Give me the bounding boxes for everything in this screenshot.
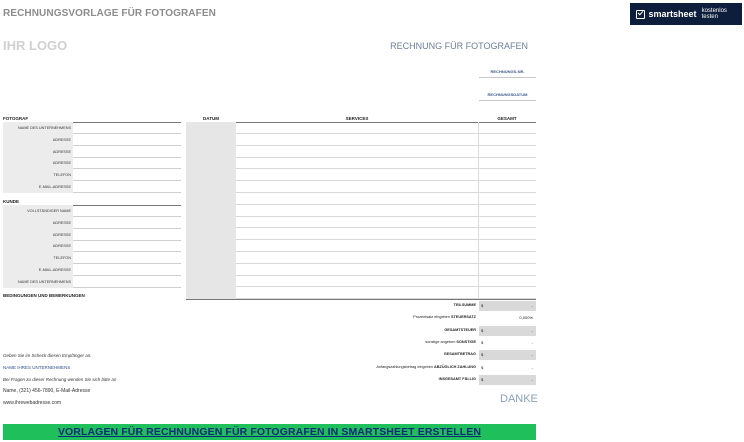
customer-field-label: NAME DES UNTERNEHMENS [3,276,73,288]
column-separator [478,216,479,228]
total-label-prefix: sonstige angeben [425,339,457,344]
cheque-payee-note: Geben Sie im Scheck diesen Empfänger an: [3,353,92,358]
column-separator [478,193,479,205]
photographer-field-label: NAME DES UNTERNEHMENS [3,122,73,134]
customer-field-label: E-MAIL-ADRESSE [3,264,73,276]
brand-name: smartsheet [648,9,697,19]
thanks-text: DANKE [500,393,538,405]
photographer-field-label: ADRESSE [3,134,73,146]
date-cell[interactable] [186,252,236,264]
total-value-cell[interactable] [479,363,536,373]
total-value-cell[interactable] [479,350,536,360]
table-row[interactable] [186,122,536,134]
date-cell[interactable] [186,228,236,240]
currency-symbol: $ [481,303,484,308]
customer-field-label: TELEFON [3,252,73,264]
customer-field-row[interactable] [3,217,181,229]
invoice-date-field[interactable]: RECHNUNGSDATUM [479,89,536,101]
customer-field-label: ADRESSE [3,217,73,229]
total-label-text: STEUERSATZ [450,315,476,320]
column-separator [478,122,479,134]
logo-placeholder: IHR LOGO [3,38,68,53]
invoice-number-field[interactable]: RECHNUNGS-NR. [479,66,536,78]
column-separator [478,240,479,252]
column-header-services: SERVICES [345,116,369,121]
date-cell[interactable] [186,146,236,158]
create-template-link[interactable]: VORLAGEN FÜR RECHNUNGEN FÜR FOTOGRAFEN IN SMARTSHEET ERSTELLEN [57,426,482,438]
total-amount: 0,000% [519,315,533,321]
total-label-text: SONSTIGE [456,339,476,344]
date-cell[interactable] [186,287,236,299]
table-row[interactable] [186,205,536,217]
total-label-prefix: Prozentsatz eingeben [413,315,451,320]
date-cell[interactable] [186,169,236,181]
customer-field-row[interactable] [3,264,181,276]
column-separator [478,228,479,240]
date-cell[interactable] [186,240,236,252]
table-row[interactable] [186,252,536,264]
date-cell[interactable] [186,264,236,276]
column-separator [478,181,479,193]
table-row[interactable] [186,181,536,193]
photographer-field-row[interactable] [3,169,181,181]
photographer-field-label: E-MAIL-ADRESSE [3,181,73,193]
photographer-field-label: ADRESSE [3,146,73,158]
table-row[interactable] [186,264,536,276]
total-label [413,315,476,319]
company-name-note: NAME IHRES UNTERNEHMENS [3,365,71,370]
contact-note: Name, (321) 456-7890, E-Mail-Adresse [3,388,91,394]
invoice-heading: RECHNUNG FÜR FOTOGRAFEN [390,41,528,51]
total-amount: - [531,339,533,345]
total-label-text: ABZÜGLICH ZAHLUNG [434,364,476,369]
total-value-cell[interactable] [479,338,536,348]
photographer-field-row[interactable] [3,122,181,134]
table-row[interactable] [186,193,536,205]
column-separator [478,287,479,299]
total-value-cell[interactable] [479,326,536,336]
total-amount: - [531,376,533,382]
total-label [376,365,476,369]
photographer-section-label: FOTOGRAF [3,116,29,121]
table-row[interactable] [186,157,536,169]
total-label-text: GESAMTSTEUER [444,327,476,332]
cta-banner [3,424,536,440]
photographer-field-row[interactable] [3,146,181,158]
date-cell[interactable] [186,157,236,169]
smartsheet-brand-button[interactable] [630,3,742,25]
brand-cta: kostenlos testen [701,8,727,20]
date-cell[interactable] [186,181,236,193]
total-label-prefix: Anfangszahlungsbetrag eingeben [376,364,435,369]
customer-field-row[interactable] [3,229,181,241]
table-row[interactable] [186,216,536,228]
total-label-text: GESAMTBETRAG [443,352,476,357]
customer-field-label: ADRESSE [3,240,73,252]
total-label-text: TEILSUMME [453,303,476,307]
questions-note: Bei Fragen zu dieser Rechnung wenden Sie sich bitte an [3,377,117,382]
customer-field-row[interactable] [3,252,181,264]
column-header-total: GESAMT [497,116,517,121]
date-cell[interactable] [186,205,236,217]
table-row[interactable] [186,169,536,181]
total-label [454,303,476,307]
table-row[interactable] [186,228,536,240]
customer-section-label: KUNDE [3,199,20,204]
photographer-field-label: ADRESSE [3,157,73,169]
column-separator [478,169,479,181]
page-title: RECHNUNGSVORLAGE FÜR FOTOGRAFEN [3,8,216,19]
table-row[interactable] [186,240,536,252]
table-row[interactable] [186,146,536,158]
column-separator [478,252,479,264]
total-value-cell[interactable] [479,375,536,385]
column-separator [478,134,479,146]
table-row[interactable] [186,134,536,146]
photographer-field-row[interactable] [3,134,181,146]
photographer-field-label: TELEFON [3,169,73,181]
total-amount: - [531,327,533,333]
customer-field-label: VOLLSTÄNDIGER NAME [3,205,73,217]
date-cell[interactable] [186,134,236,146]
table-row[interactable] [186,275,536,287]
total-label [439,377,476,381]
column-separator [478,146,479,158]
column-separator [478,157,479,169]
column-separator [478,264,479,276]
total-amount: - [531,303,533,308]
table-row[interactable] [186,287,536,299]
date-cell[interactable] [186,193,236,205]
total-label [444,328,476,332]
customer-field-row[interactable] [3,240,181,252]
total-value-cell[interactable] [479,301,536,311]
customer-field-label: ADRESSE [3,229,73,241]
currency-symbol: $ [481,339,484,345]
customer-field-row[interactable] [3,276,181,288]
column-separator [478,205,479,217]
date-cell[interactable] [186,216,236,228]
currency-symbol: $ [481,352,484,358]
currency-symbol: $ [481,364,484,370]
total-value-cell[interactable] [479,313,536,323]
website-note: www.ihrewebadresse.com [3,400,62,406]
total-amount: - [531,352,533,358]
smartsheet-logo-icon [636,10,645,19]
currency-symbol: $ [481,376,484,382]
total-label [444,352,476,356]
column-separator [478,275,479,287]
photographer-field-row[interactable] [3,181,181,193]
date-cell[interactable] [186,122,236,134]
date-cell[interactable] [186,275,236,287]
total-amount: - [531,364,533,370]
table-bottom-divider [186,299,536,300]
photographer-field-row[interactable] [3,157,181,169]
total-label [425,340,476,344]
currency-symbol: $ [481,327,484,333]
column-header-date: DATUM [203,116,219,121]
total-label-text: INSGESAMT FÄLLIG [438,376,476,381]
terms-label: BEDINGUNGEN UND BEMERKUNGEN [3,293,85,298]
customer-field-row[interactable] [3,205,181,217]
